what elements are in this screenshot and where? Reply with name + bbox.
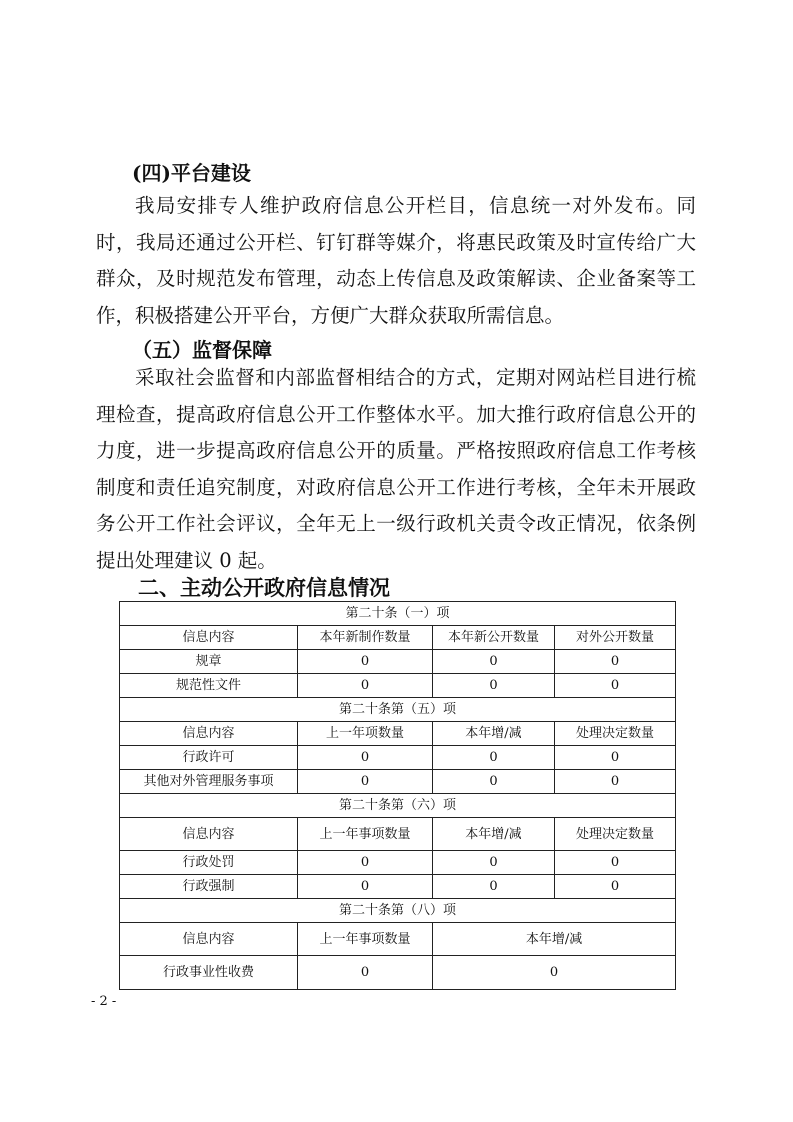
column-header: 处理决定数量 xyxy=(555,722,676,746)
table-cell: 0 xyxy=(555,650,676,674)
column-header: 处理决定数量 xyxy=(555,818,676,851)
table-section-row xyxy=(120,899,676,923)
table-row xyxy=(120,650,676,674)
part-title-proactive-disclosure: 二、主动公开政府信息情况 xyxy=(138,576,390,600)
section-body-supervision: 采取社会监督和内部监督相结合的方式，定期对网站栏目进行梳理检查，提高政府信息公开工作整体水平。加大推行政府信息公开的力度，进一步提高政府信息公开的质量。严格按照政府信息工作考核制度和责任追究制度，对政府信息公开工作进行考核，全年未开展政务公开工作社会评议，全年无上一级行政机关责令改正情况，依条例提出处理建议 0 起。 xyxy=(96,366,696,572)
section-title-art6: 第二十条第（六）项 xyxy=(120,794,676,818)
table-cell: 行政许可 xyxy=(120,746,298,770)
table-cell: 0 xyxy=(433,956,676,990)
table-cell: 0 xyxy=(298,746,433,770)
table-header-row xyxy=(120,818,676,851)
table-cell: 规章 xyxy=(120,650,298,674)
proactive-disclosure-table xyxy=(119,601,676,990)
table-cell: 0 xyxy=(298,650,433,674)
table-cell: 0 xyxy=(555,674,676,698)
column-header: 对外公开数量 xyxy=(555,626,676,650)
table-cell: 行政强制 xyxy=(120,875,298,899)
table-cell: 规范性文件 xyxy=(120,674,298,698)
table-section-row xyxy=(120,794,676,818)
table-cell: 其他对外管理服务事项 xyxy=(120,770,298,794)
table-cell: 0 xyxy=(298,770,433,794)
table-cell: 0 xyxy=(433,746,555,770)
column-header: 本年增/减 xyxy=(433,722,555,746)
table-header-row xyxy=(120,626,676,650)
column-header: 信息内容 xyxy=(120,818,298,851)
table-cell: 0 xyxy=(298,674,433,698)
section-heading-supervision: （五）监督保障 xyxy=(132,338,272,362)
section-title-art1: 第二十条（一）项 xyxy=(120,602,676,626)
table-cell: 0 xyxy=(433,674,555,698)
table-cell: 行政事业性收费 xyxy=(120,956,298,990)
column-header: 上一年项数量 xyxy=(298,722,433,746)
column-header: 上一年事项数量 xyxy=(298,923,433,956)
column-header: 信息内容 xyxy=(120,626,298,650)
table-cell: 0 xyxy=(298,956,433,990)
column-header: 信息内容 xyxy=(120,923,298,956)
table-header-row xyxy=(120,923,676,956)
table-row xyxy=(120,770,676,794)
table-cell: 0 xyxy=(555,770,676,794)
table-section-row xyxy=(120,698,676,722)
column-header: 上一年事项数量 xyxy=(298,818,433,851)
column-header: 本年增/减 xyxy=(433,818,555,851)
table-row xyxy=(120,674,676,698)
table-cell: 0 xyxy=(555,746,676,770)
column-header: 本年新公开数量 xyxy=(433,626,555,650)
table-cell: 0 xyxy=(555,875,676,899)
table-row xyxy=(120,875,676,899)
column-header: 信息内容 xyxy=(120,722,298,746)
table-row xyxy=(120,851,676,875)
table-cell: 0 xyxy=(433,875,555,899)
table-cell: 0 xyxy=(433,770,555,794)
section-title-art8: 第二十条第（八）项 xyxy=(120,899,676,923)
table-cell: 行政处罚 xyxy=(120,851,298,875)
table-cell: 0 xyxy=(298,875,433,899)
table-cell: 0 xyxy=(433,650,555,674)
table-section-row xyxy=(120,602,676,626)
table-cell: 0 xyxy=(555,851,676,875)
page-number: - 2 - xyxy=(91,994,117,1009)
table-cell: 0 xyxy=(433,851,555,875)
table-cell: 0 xyxy=(298,851,433,875)
section-heading-platform: (四)平台建设 xyxy=(132,161,251,185)
section-body-platform: 我局安排专人维护政府信息公开栏目，信息统一对外发布。同时，我局还通过公开栏、钉钉群等媒介，将惠民政策及时宣传给广大群众，及时规范发布管理，动态上传信息及政策解读、企业备案等工作，积极搭建公开平台，方便广大群众获取所需信息。 xyxy=(96,194,696,327)
column-header: 本年增/减 xyxy=(433,923,676,956)
table-row xyxy=(120,746,676,770)
column-header: 本年新制作数量 xyxy=(298,626,433,650)
section-title-art5: 第二十条第（五）项 xyxy=(120,698,676,722)
table-row xyxy=(120,956,676,990)
table-header-row xyxy=(120,722,676,746)
